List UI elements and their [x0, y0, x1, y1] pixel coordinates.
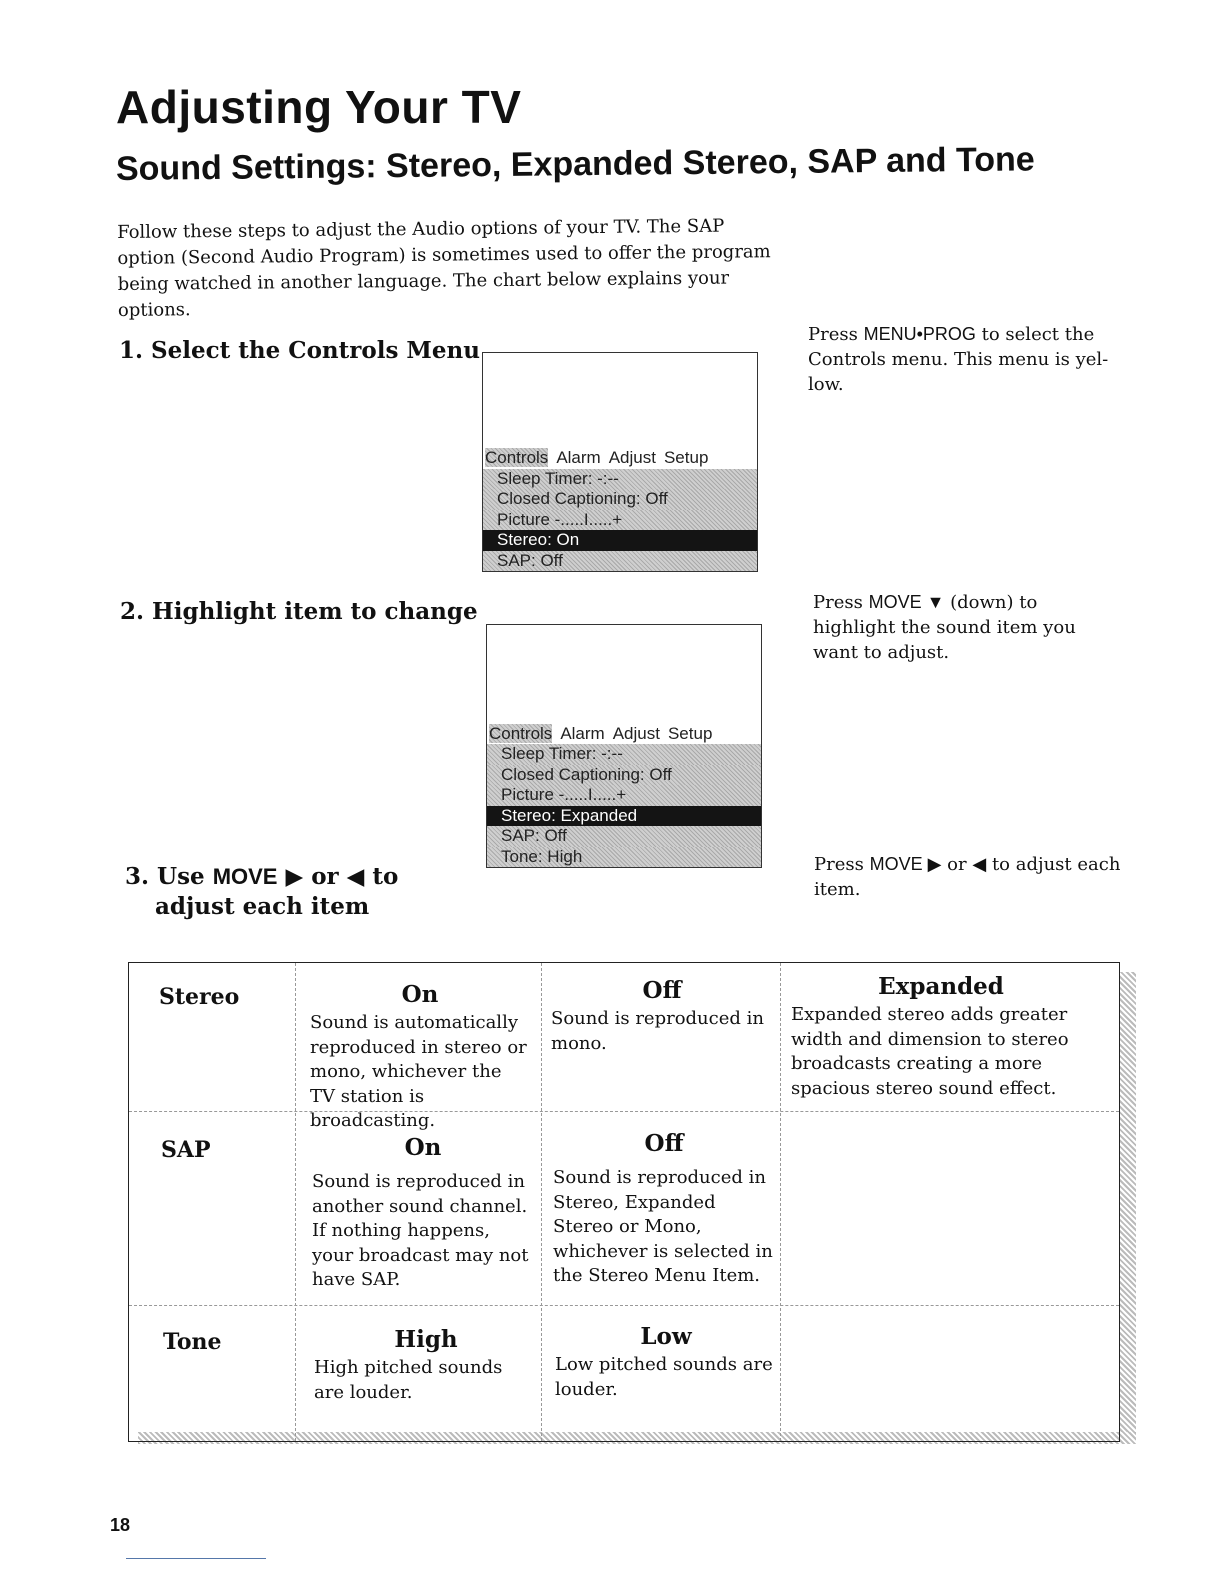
- step-1: [119, 336, 480, 366]
- move-key-label: MOVE: [212, 864, 278, 889]
- step-text: Highlight item to change: [152, 598, 478, 625]
- tv-screen-highlight-item: [486, 624, 762, 868]
- instruction-note-1: [808, 322, 1118, 397]
- step-3: [125, 862, 398, 922]
- note-text: to select the Controls menu. This menu is yel- low.: [808, 324, 1109, 395]
- option-description: Sound is automatically reproduced in stereo or mono, whichever the TV station is broadcasting.: [310, 1012, 527, 1131]
- option-description: Sound is reproduced in Stereo, Expanded Stereo or Mono, whichever is selected in the Stereo Menu Item.: [553, 1167, 773, 1286]
- menu-item-sap[interactable]: SAP: Off: [487, 826, 761, 847]
- note-text: to adjust each item.: [814, 854, 1121, 900]
- note-text: Press: [808, 324, 858, 345]
- option-cell: [555, 1323, 777, 1402]
- option-description: Low pitched sounds are louder.: [555, 1354, 773, 1400]
- menu-prog-key-label: MENU•PROG: [863, 324, 976, 344]
- menu-item-closed-captioning[interactable]: Closed Captioning: Off: [483, 489, 757, 510]
- tv-screen-controls-menu: [482, 352, 758, 572]
- tab-setup[interactable]: Setup: [667, 723, 713, 743]
- tab-adjust[interactable]: Adjust: [608, 448, 656, 467]
- option-cell: [312, 1134, 534, 1293]
- table-divider: [295, 963, 296, 1441]
- sound-options-table: [128, 962, 1120, 1442]
- section-subtitle: Sound Settings: Stereo, Expanded Stereo, SAP and Tone: [115, 140, 1035, 188]
- option-cell: [791, 973, 1091, 1101]
- option-title: On: [401, 981, 439, 1008]
- table-divider: [129, 1111, 1119, 1112]
- table-divider: [780, 963, 781, 1441]
- option-description: Sound is reproduced in mono.: [551, 1008, 764, 1054]
- option-cell: [553, 1130, 775, 1289]
- menu-item-stereo[interactable]: Stereo: On: [483, 530, 757, 551]
- instruction-note-2: [813, 590, 1123, 665]
- row-header-stereo: Stereo: [159, 984, 240, 1010]
- menu-item-picture[interactable]: Picture -.....I.....+: [483, 510, 757, 531]
- step-text: Use: [157, 863, 205, 890]
- step-number: 3.: [125, 863, 150, 890]
- option-title: High: [394, 1326, 458, 1353]
- step-text: Select the Controls Menu: [151, 337, 480, 364]
- tab-controls[interactable]: Controls: [485, 448, 549, 467]
- option-description: Sound is reproduced in another sound channel. If nothing happens, your broadcast may not have SAP.: [312, 1171, 529, 1290]
- footer-rule: [126, 1558, 266, 1559]
- table-divider: [129, 1305, 1119, 1306]
- menu-item-sleep-timer[interactable]: Sleep Timer: -:--: [487, 744, 761, 765]
- tab-alarm[interactable]: Alarm: [560, 723, 605, 743]
- option-title: Expanded: [878, 973, 1004, 1000]
- move-down-key-label: MOVE ▼: [868, 592, 945, 612]
- menu-item-tone[interactable]: Tone: High: [487, 847, 761, 868]
- instruction-note-3: [814, 852, 1124, 902]
- page-title: Adjusting Your TV: [116, 81, 522, 133]
- tv-menu-tabs: [483, 448, 757, 469]
- menu-item-sleep-timer[interactable]: Sleep Timer: -:--: [483, 469, 757, 490]
- table-divider: [541, 963, 542, 1441]
- tab-adjust[interactable]: Adjust: [612, 723, 660, 743]
- step-number: 2.: [120, 598, 145, 625]
- option-title: Off: [642, 977, 682, 1004]
- step-text: to: [372, 863, 399, 890]
- tab-setup[interactable]: Setup: [663, 448, 709, 467]
- menu-item-sap[interactable]: SAP: Off: [483, 551, 757, 572]
- option-title: Low: [640, 1323, 692, 1350]
- table-shadow: [1120, 972, 1136, 1442]
- option-title: Off: [644, 1130, 684, 1157]
- intro-paragraph: Follow these steps to adjust the Audio options of your TV. The SAP option (Second Audio Program) is sometimes used to offer the program being watched in another language. The chart below explains your options.: [117, 215, 771, 321]
- menu-item-closed-captioning[interactable]: Closed Captioning: Off: [487, 765, 761, 786]
- tab-controls[interactable]: Controls: [489, 723, 553, 743]
- menu-item-picture[interactable]: Picture -.....I.....+: [487, 785, 761, 806]
- tab-alarm[interactable]: Alarm: [556, 448, 601, 467]
- option-cell: [314, 1326, 538, 1405]
- note-text: Press: [813, 592, 863, 613]
- note-text: or: [947, 854, 967, 875]
- option-title: On: [404, 1134, 442, 1161]
- step-number: 1.: [119, 337, 144, 364]
- arrow-keys-label: ▶ or ◀: [285, 863, 365, 890]
- step-2: [120, 597, 478, 627]
- page-number: 18: [110, 1515, 131, 1535]
- menu-item-stereo[interactable]: Stereo: Expanded: [487, 806, 761, 827]
- option-cell: [310, 981, 530, 1134]
- row-header-tone: Tone: [163, 1329, 222, 1355]
- option-description: Expanded stereo adds greater width and dimension to stereo broadcasts creating a more spacious stereo sound effect.: [791, 1004, 1069, 1099]
- option-cell: [551, 977, 773, 1056]
- step-text-line2: adjust each item: [155, 893, 370, 920]
- left-arrow-key-label: ◀: [972, 854, 987, 874]
- note-text: Press: [814, 854, 864, 875]
- option-description: High pitched sounds are louder.: [314, 1357, 503, 1403]
- row-header-sap: SAP: [161, 1137, 211, 1163]
- tv-menu: [487, 724, 761, 868]
- tv-menu-tabs: [487, 724, 761, 745]
- tv-menu: [483, 448, 757, 571]
- note-text: (down) to highlight the sound item you want to adjust.: [813, 592, 1076, 663]
- move-right-key-label: MOVE ▶: [869, 854, 942, 874]
